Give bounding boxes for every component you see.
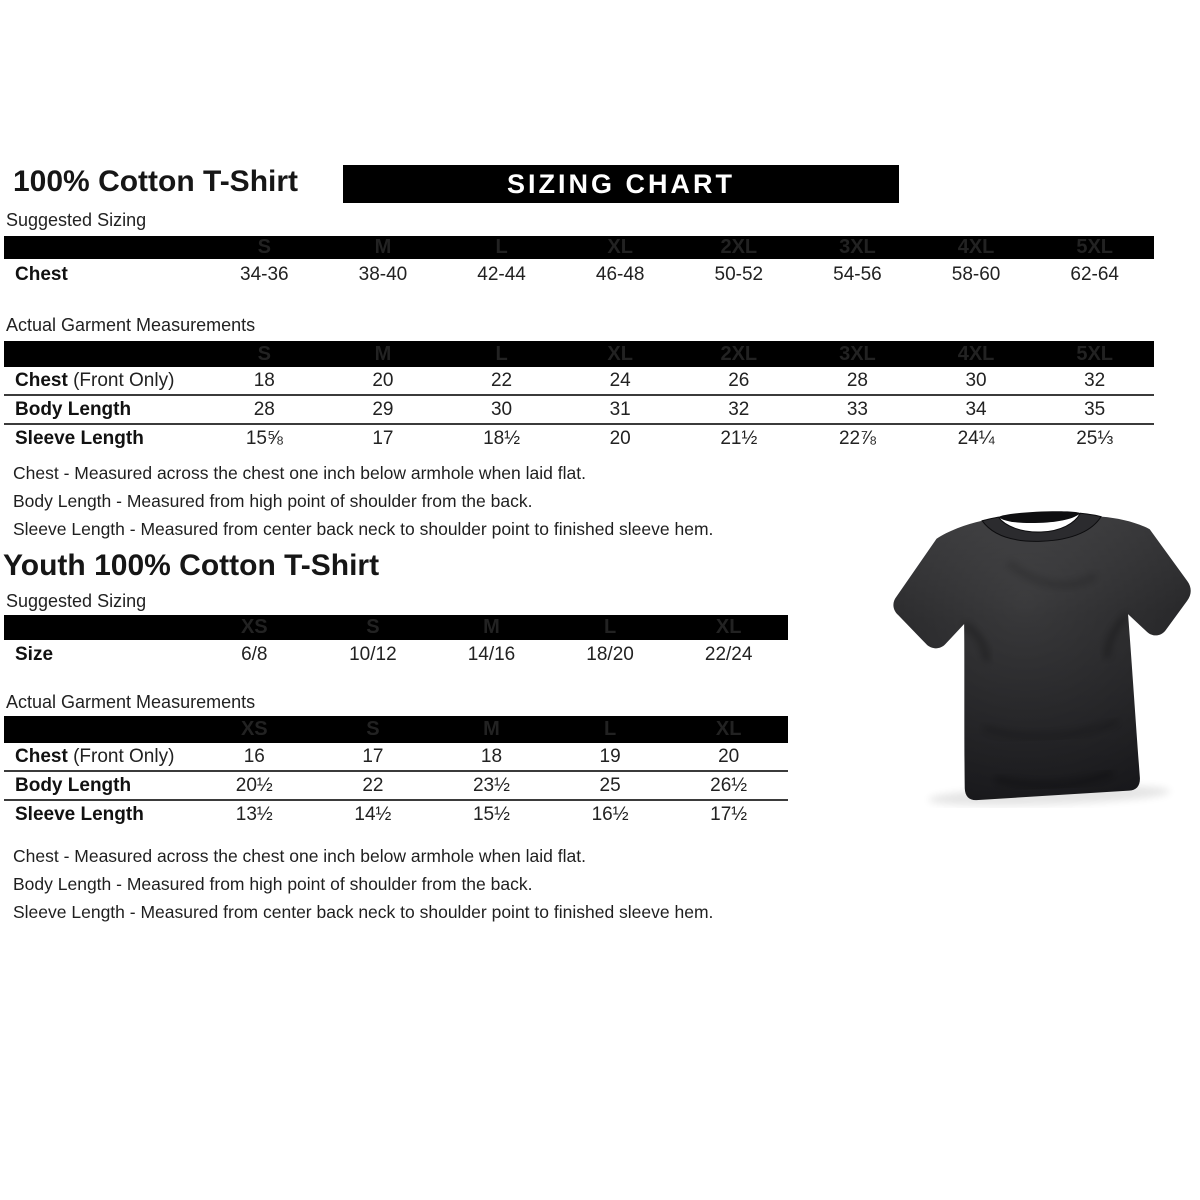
measurement-value: 29 bbox=[372, 398, 394, 420]
note-line: Chest - Measured across the chest one inch below armhole when laid flat. bbox=[13, 463, 586, 483]
measurement-value: 20 bbox=[718, 745, 740, 767]
youth-suggested-header-row bbox=[4, 615, 788, 640]
measurement-value: 28 bbox=[846, 369, 868, 391]
adult-sleeve-length-row bbox=[4, 425, 1154, 452]
size-header: M bbox=[374, 236, 392, 258]
size-header: S bbox=[257, 342, 271, 365]
note-line: Sleeve Length - Measured from center back neck to shoulder point to finished sleeve hem. bbox=[13, 902, 714, 923]
youth-garment-header-row bbox=[4, 716, 788, 743]
measurement-value: 28 bbox=[253, 398, 275, 420]
row-label bbox=[4, 428, 205, 450]
measurement-value: 32 bbox=[1084, 369, 1106, 391]
youth-suggested-sizing-table bbox=[4, 615, 788, 669]
row-label bbox=[4, 370, 205, 392]
measurement-value: 13½ bbox=[235, 803, 273, 825]
size-header: 5XL bbox=[1076, 236, 1114, 258]
size-header: 2XL bbox=[720, 342, 758, 365]
adult-garment-header-row bbox=[4, 341, 1154, 367]
size-header: 5XL bbox=[1076, 342, 1114, 365]
adult-suggested-sizing-label: Suggested Sizing bbox=[6, 210, 147, 230]
measurement-value: 22⅞ bbox=[838, 427, 876, 449]
measurement-value: 18 bbox=[480, 745, 503, 767]
measurement-value: 32 bbox=[728, 398, 750, 420]
size-header: L bbox=[495, 342, 508, 365]
youth-garment-measurements-table bbox=[4, 716, 788, 828]
measurement-value: 15½ bbox=[472, 803, 510, 825]
measurement-value: 42-44 bbox=[477, 264, 526, 285]
adult-chest-suggested-row bbox=[4, 259, 1154, 291]
measurement-value: 14½ bbox=[354, 803, 392, 825]
size-header: L bbox=[495, 236, 508, 258]
row-label-text: Body Length bbox=[15, 398, 132, 420]
adult-section-title: 100% Cotton T-Shirt bbox=[13, 165, 299, 198]
measurement-value: 31 bbox=[609, 398, 631, 420]
measurement-value: 22/24 bbox=[704, 643, 753, 665]
size-header: M bbox=[483, 718, 500, 740]
adult-chest-row bbox=[4, 367, 1154, 396]
row-label bbox=[4, 746, 195, 768]
size-header: 4XL bbox=[957, 236, 995, 258]
row-label bbox=[4, 399, 205, 421]
size-header: 3XL bbox=[839, 342, 876, 365]
measurement-value: 62-64 bbox=[1070, 264, 1119, 285]
size-header: L bbox=[603, 718, 617, 740]
measurement-value: 6/8 bbox=[241, 643, 268, 665]
measurement-value: 21½ bbox=[720, 427, 758, 449]
note-line: Body Length - Measured from high point of shoulder from the back. bbox=[13, 874, 533, 895]
youth-garment-measurements-label: Actual Garment Measurements bbox=[6, 692, 256, 712]
measurement-value: 34 bbox=[965, 398, 987, 420]
youth-section-title: Youth 100% Cotton T-Shirt bbox=[3, 549, 380, 582]
note-line: Sleeve Length - Measured from center back neck to shoulder point to finished sleeve hem. bbox=[13, 519, 714, 540]
measurement-value: 33 bbox=[846, 398, 868, 420]
measurement-value: 23½ bbox=[472, 774, 510, 796]
size-header: XL bbox=[607, 236, 633, 258]
size-header: XL bbox=[607, 342, 633, 365]
youth-chest-row bbox=[4, 743, 788, 772]
measurement-value: 20½ bbox=[235, 774, 273, 796]
row-label-text: Chest bbox=[15, 745, 68, 767]
measurement-value: 46-48 bbox=[595, 264, 645, 285]
size-header: M bbox=[483, 616, 500, 638]
measurement-value: 16½ bbox=[591, 803, 629, 825]
row-label-text: Body Length bbox=[15, 774, 132, 796]
measurement-value: 18 bbox=[253, 369, 275, 391]
size-header: XL bbox=[715, 616, 742, 638]
measurement-value: 15⅝ bbox=[245, 427, 283, 449]
size-header: M bbox=[374, 342, 392, 365]
note-line: Chest - Measured across the chest one inch below armhole when laid flat. bbox=[13, 846, 586, 866]
measurement-value: 19 bbox=[599, 745, 621, 767]
youth-size-row bbox=[4, 640, 788, 669]
size-header: XS bbox=[240, 616, 268, 638]
size-header: 4XL bbox=[957, 342, 995, 365]
sizing-chart-banner-text: SIZING CHART bbox=[507, 168, 735, 199]
size-header: L bbox=[603, 616, 617, 638]
measurement-value: 25⅓ bbox=[1076, 427, 1114, 449]
measurement-value: 26½ bbox=[710, 774, 748, 796]
measurement-value: 20 bbox=[609, 427, 631, 449]
adult-garment-measurements-label: Actual Garment Measurements bbox=[6, 315, 256, 335]
measurement-value: 18½ bbox=[483, 427, 521, 449]
measurement-value: 26 bbox=[728, 369, 750, 391]
measurement-value: 35 bbox=[1084, 398, 1106, 420]
measurement-value: 34-36 bbox=[240, 264, 289, 285]
measurement-value: 18/20 bbox=[586, 643, 634, 665]
measurement-value: 10/12 bbox=[349, 643, 397, 665]
row-label-text: Size bbox=[15, 643, 54, 665]
tshirt-illustration bbox=[888, 490, 1196, 808]
measurement-value: 16 bbox=[243, 745, 265, 767]
measurement-value: 22 bbox=[490, 369, 513, 391]
measurement-value: 17½ bbox=[710, 803, 748, 825]
note-line: Body Length - Measured from high point of shoulder from the back. bbox=[13, 491, 533, 512]
youth-suggested-sizing-label: Suggested Sizing bbox=[6, 591, 147, 611]
size-header: S bbox=[257, 236, 271, 258]
adult-garment-measurements-table bbox=[4, 341, 1154, 452]
size-header: S bbox=[366, 718, 380, 740]
measurement-value: 38-40 bbox=[358, 264, 408, 285]
measurement-value: 24¼ bbox=[957, 427, 995, 449]
youth-body-length-row bbox=[4, 772, 788, 801]
size-header: 2XL bbox=[720, 236, 758, 258]
row-label bbox=[4, 804, 195, 826]
measurement-value: 17 bbox=[372, 427, 394, 449]
measurement-value: 54-56 bbox=[833, 264, 882, 285]
row-label-suffix: (Front Only) bbox=[67, 369, 175, 391]
measurement-value: 30 bbox=[490, 398, 513, 420]
row-label-suffix: (Front Only) bbox=[67, 745, 175, 767]
measurement-value: 17 bbox=[362, 745, 384, 767]
row-label-text: Chest bbox=[15, 369, 68, 391]
row-label-text: Sleeve Length bbox=[15, 427, 144, 449]
measurement-value: 20 bbox=[372, 369, 394, 391]
size-header: S bbox=[366, 616, 380, 638]
black-tshirt-photo bbox=[888, 490, 1196, 808]
adult-suggested-sizing-table bbox=[4, 236, 1154, 291]
row-label-text: Sleeve Length bbox=[15, 803, 144, 825]
measurement-value: 58-60 bbox=[951, 264, 1001, 285]
measurement-value: 50-52 bbox=[714, 264, 764, 285]
measurement-value: 25 bbox=[599, 774, 621, 796]
adult-suggested-header-row bbox=[4, 236, 1154, 259]
row-label bbox=[4, 775, 195, 797]
sizing-chart-banner bbox=[343, 165, 899, 203]
size-header: 3XL bbox=[839, 236, 876, 258]
size-header: XL bbox=[715, 718, 742, 740]
measurement-value: 22 bbox=[362, 774, 384, 796]
measurement-value: 24 bbox=[609, 369, 631, 391]
row-label-text: Chest bbox=[15, 264, 68, 285]
row-label bbox=[4, 644, 195, 666]
youth-measurement-notes bbox=[13, 842, 713, 927]
row-label bbox=[4, 264, 205, 286]
youth-sleeve-length-row bbox=[4, 801, 788, 828]
measurement-value: 14/16 bbox=[467, 643, 516, 665]
size-header: XS bbox=[240, 718, 268, 740]
adult-measurement-notes bbox=[13, 459, 713, 544]
measurement-value: 30 bbox=[965, 369, 987, 391]
adult-body-length-row bbox=[4, 396, 1154, 425]
